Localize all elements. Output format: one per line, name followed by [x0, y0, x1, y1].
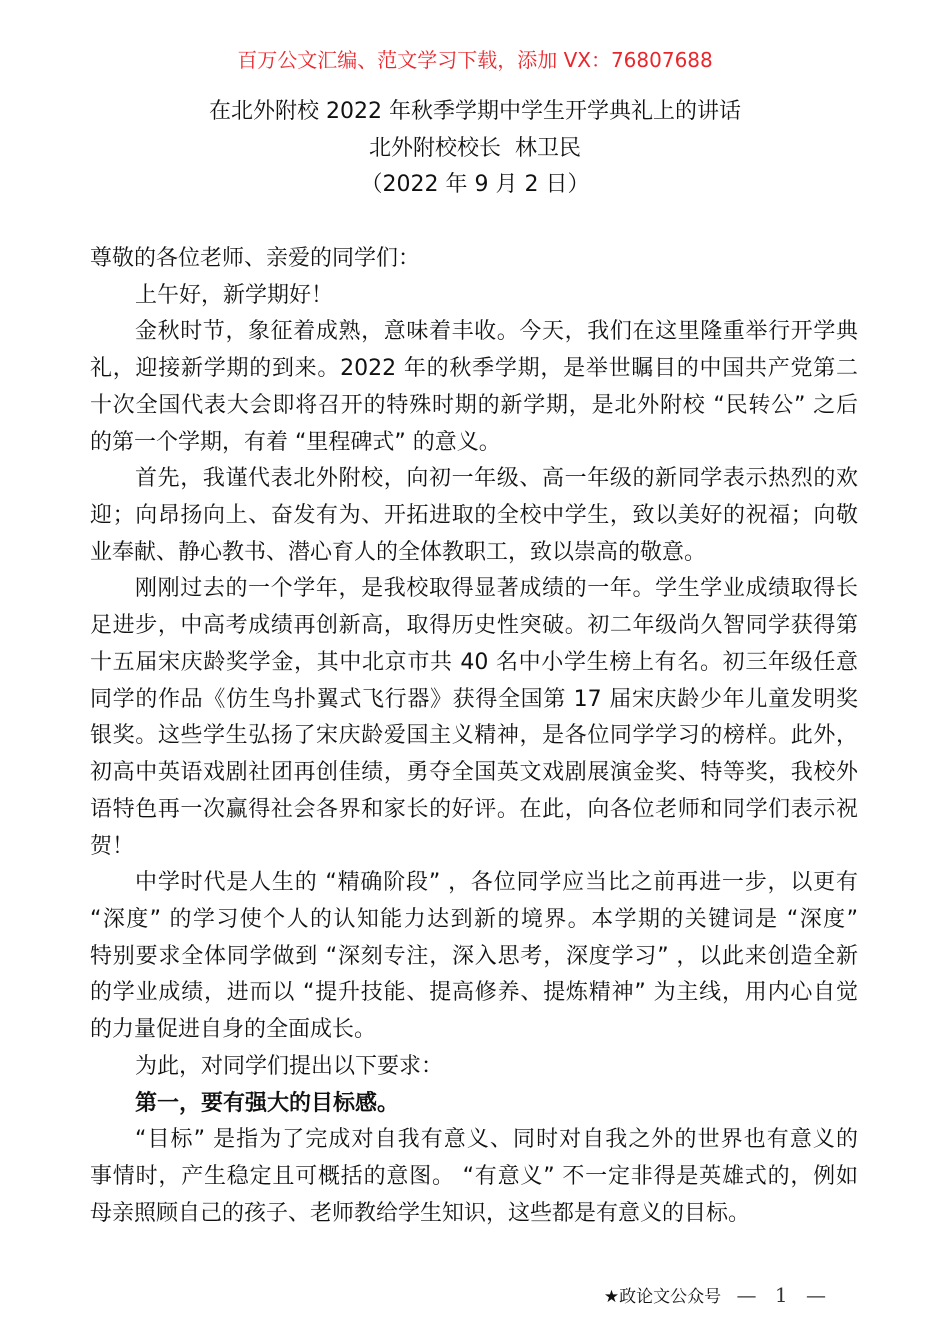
text-line: 十五届宋庆龄奖学金，其中北京市共 40 名中小学生榜上有名。初三年级任意 — [90, 649, 858, 675]
watermark-banner: 百万公文汇编、范文学习下载，添加 VX：76807688 — [237, 48, 713, 72]
text-line: 迎；向昂扬向上、奋发有为、开拓进取的全校中学生，致以美好的祝福；向敬 — [90, 503, 858, 529]
paragraph — [90, 461, 858, 571]
text-line: 第一，要有强大的目标感。 — [135, 1090, 400, 1116]
text-line: “深度” 的学习使个人的认知能力达到新的境界。本学期的关键词是 “深度” — [90, 906, 858, 932]
text-line: 业奉献、静心教书、潜心育人的全体教职工，致以崇高的敬意。 — [90, 539, 707, 565]
section-heading — [90, 1086, 858, 1123]
text-line: 特别要求全体同学做到 “深刻专注，深入思考，深度学习” ，以此来创造全新 — [90, 943, 858, 969]
text-line: 母亲照顾自己的孩子、老师教给学生知识，这些都是有意义的目标。 — [90, 1200, 751, 1226]
paragraph — [90, 865, 858, 1049]
page-number: — 1 — — [736, 1283, 832, 1307]
document-title: 在北外附校 2022 年秋季学期中学生开学典礼上的讲话 — [209, 99, 741, 124]
text-line: 初高中英语戏剧社团再创佳绩，勇夺全国英文戏剧展演金奖、特等奖，我校外 — [90, 760, 858, 786]
text-line: 的力量促进自身的全面成长。 — [90, 1017, 377, 1043]
text-line: 礼，迎接新学期的到来。2022 年的秋季学期，是举世瞩目的中国共产党第二 — [90, 356, 858, 382]
text-line: 刚刚过去的一个学年，是我校取得显著成绩的一年。学生学业成绩取得长 — [135, 576, 858, 602]
text-line: 事情时，产生稳定且可概括的意图。 “有意义” 不一定非得是英雄式的，例如 — [90, 1163, 858, 1189]
text-line: 首先，我谨代表北外附校，向初一年级、高一年级的新同学表示热烈的欢 — [135, 466, 858, 492]
text-line: “目标” 是指为了完成对自我有意义、同时对自我之外的世界也有意义的 — [135, 1127, 858, 1153]
text-line: 为此，对同学们提出以下要求： — [135, 1053, 444, 1079]
paragraph — [90, 278, 858, 315]
paragraph — [90, 314, 858, 461]
document-header — [0, 94, 950, 204]
text-line: 金秋时节，象征着成熟，意味着丰收。今天，我们在这里隆重举行开学典 — [135, 319, 858, 345]
text-line: 足进步，中高考成绩再创新高，取得历史性突破。初二年级尚久智同学获得第 — [90, 613, 858, 639]
document-date: （2022 年 9 月 2 日） — [360, 172, 590, 198]
paragraph — [90, 1122, 858, 1232]
text-line: 中学时代是人生的 “精确阶段” ，各位同学应当比之前再进一步，以更有 — [135, 870, 858, 896]
text-line: 贺！ — [90, 833, 135, 859]
text-line: 的学业成绩，进而以 “提升技能、提高修养、提炼精神” 为主线，用内心自觉 — [90, 980, 858, 1006]
document-author: 北外附校校长 林卫民 — [369, 135, 581, 161]
salutation: 尊敬的各位老师、亲爱的同学们： — [90, 246, 421, 271]
text-line: 上午好，新学期好！ — [135, 282, 334, 308]
text-line: 语特色再一次赢得社会各界和家长的好评。在此，向各位老师和同学们表示祝 — [90, 796, 858, 822]
paragraph — [90, 571, 858, 865]
text-line: 的第一个学期，有着 “里程碑式” 的意义。 — [90, 429, 501, 455]
paragraph — [90, 1049, 858, 1086]
document-body — [90, 241, 858, 1232]
page-footer — [604, 1282, 832, 1310]
text-line: 同学的作品《仿生鸟扑翼式飞行器》获得全国第 17 届宋庆龄少年儿童发明奖 — [90, 686, 858, 712]
text-line: 十次全国代表大会即将召开的特殊时期的新学期，是北外附校 “民转公” 之后 — [90, 392, 858, 418]
footer-source: ★政论文公众号 — [603, 1287, 722, 1307]
text-line: 银奖。这些学生弘扬了宋庆龄爱国主义精神，是各位同学学习的榜样。此外， — [90, 723, 858, 749]
